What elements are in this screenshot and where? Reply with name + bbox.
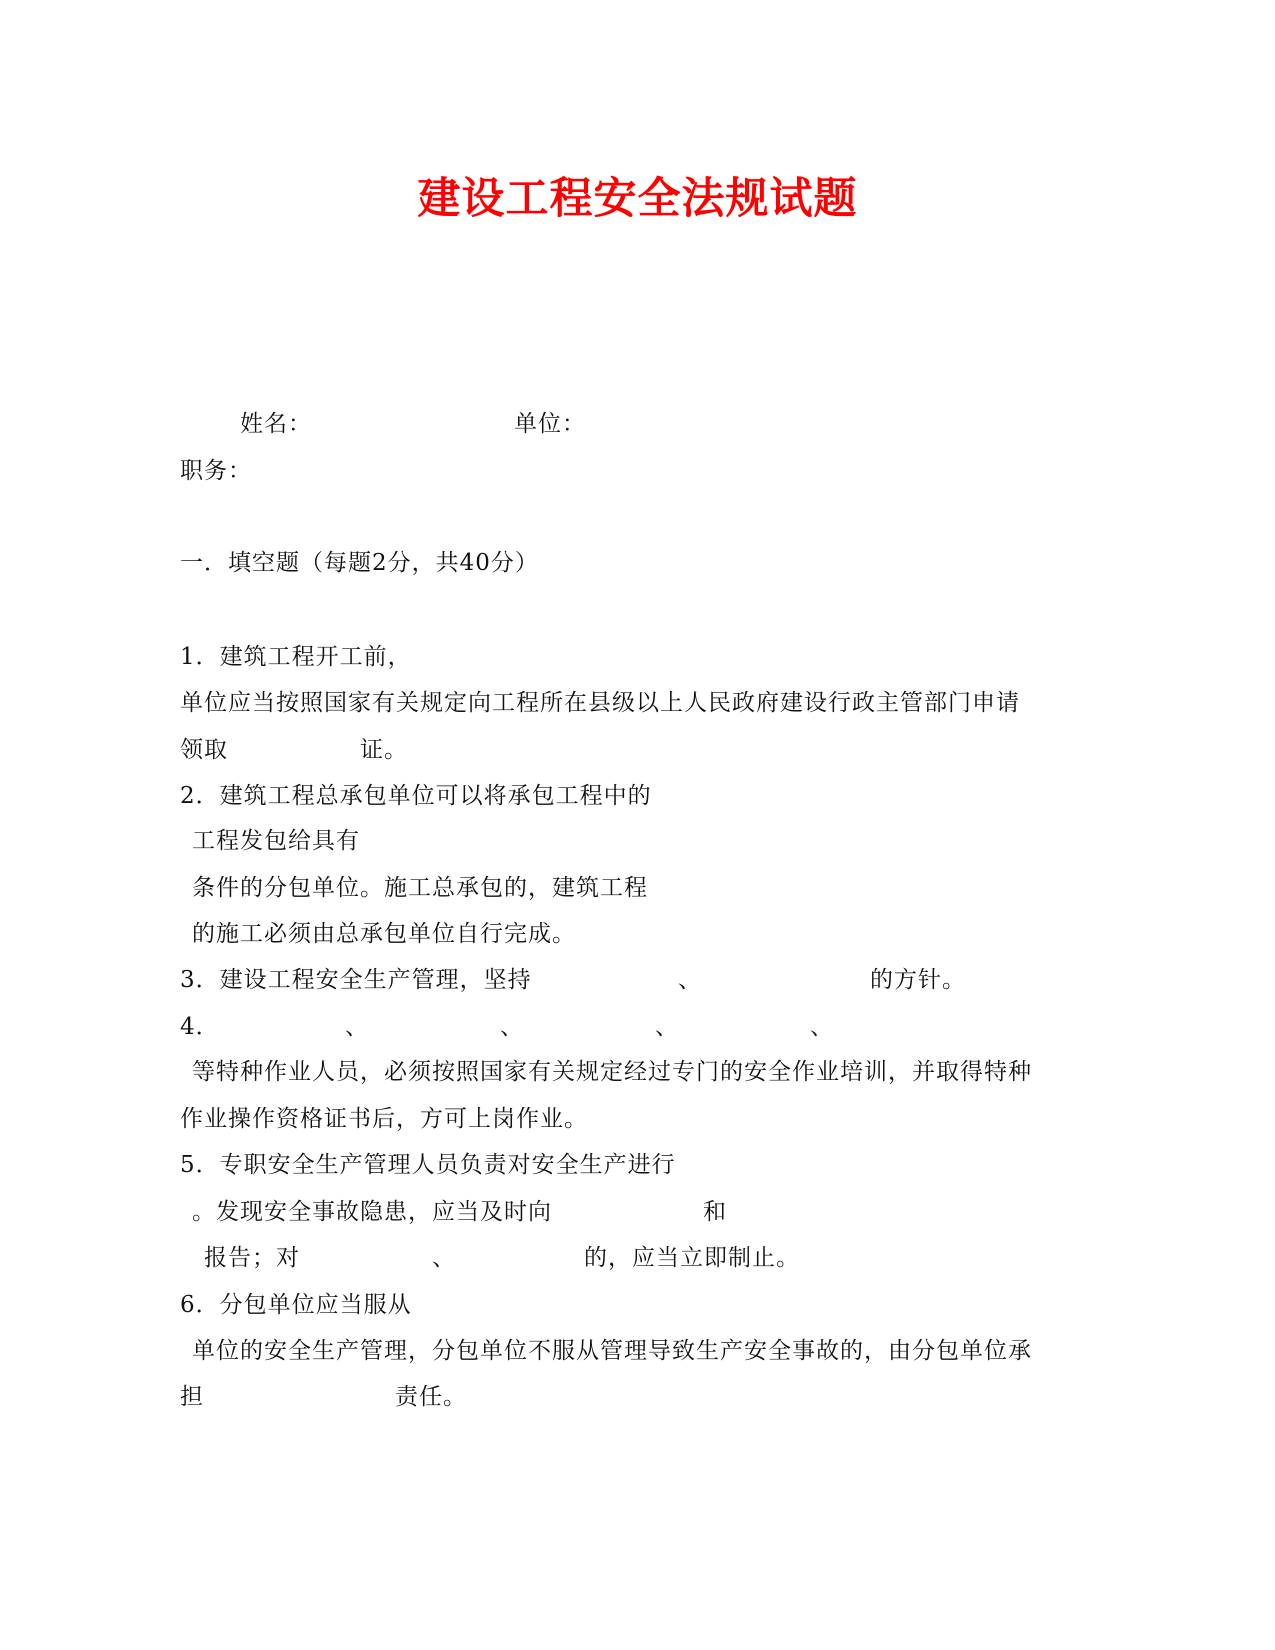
question-2-line-3: 条件的分包单位。施工总承包的，建筑工程	[192, 875, 648, 901]
question-1-line-1: 1．建筑工程开工前，	[180, 644, 412, 670]
question-5-line-3-separator: 、	[432, 1245, 456, 1271]
question-4-line-3: 作业操作资格证书后，方可上岗作业。	[180, 1106, 588, 1132]
question-6-line-3-end: 责任。	[395, 1384, 467, 1410]
question-6-line-2: 单位的安全生产管理，分包单位不服从管理导致生产安全事故的，由分包单位承	[192, 1338, 1032, 1364]
question-1-line-3-start: 领取	[180, 737, 228, 763]
question-4-line-2: 等特种作业人员，必须按照国家有关规定经过专门的安全作业培训，并取得特种	[192, 1059, 1032, 1085]
question-4-separator-4: 、	[810, 1014, 834, 1040]
question-5-line-2-end: 和	[703, 1199, 727, 1225]
question-2-line-2: 工程发包给具有	[192, 828, 360, 854]
question-4-separator-3: 、	[655, 1014, 679, 1040]
question-3-end: 的方针。	[870, 967, 966, 993]
name-label: 姓名：	[240, 411, 312, 437]
question-3-separator: 、	[678, 967, 702, 993]
position-label: 职务：	[180, 458, 252, 484]
page-title: 建设工程安全法规试题	[417, 174, 858, 224]
unit-label: 单位：	[514, 411, 586, 437]
question-5-line-3-end: 的，应当立即制止。	[584, 1245, 800, 1271]
question-6-line-1: 6．分包单位应当服从	[180, 1292, 412, 1318]
question-6-line-3-start: 担	[180, 1384, 204, 1410]
section-heading: 一．填空题（每题2分，共40分）	[180, 550, 539, 576]
question-5-line-2-start: 。发现安全事故隐患，应当及时向	[192, 1199, 552, 1225]
question-2-line-1: 2．建筑工程总承包单位可以将承包工程中的	[180, 783, 652, 809]
question-4-number: 4．	[180, 1014, 220, 1040]
question-5-line-1: 5．专职安全生产管理人员负责对安全生产进行	[180, 1152, 676, 1178]
question-5-line-3-start: 报告；对	[204, 1245, 300, 1271]
question-2-line-4: 的施工必须由总承包单位自行完成。	[192, 921, 576, 947]
question-3-start: 3．建设工程安全生产管理，坚持	[180, 967, 532, 993]
question-4-separator-1: 、	[345, 1014, 369, 1040]
question-1-line-3-end: 证。	[360, 737, 408, 763]
question-4-separator-2: 、	[500, 1014, 524, 1040]
question-1-line-2: 单位应当按照国家有关规定向工程所在县级以上人民政府建设行政主管部门申请	[180, 690, 1020, 716]
